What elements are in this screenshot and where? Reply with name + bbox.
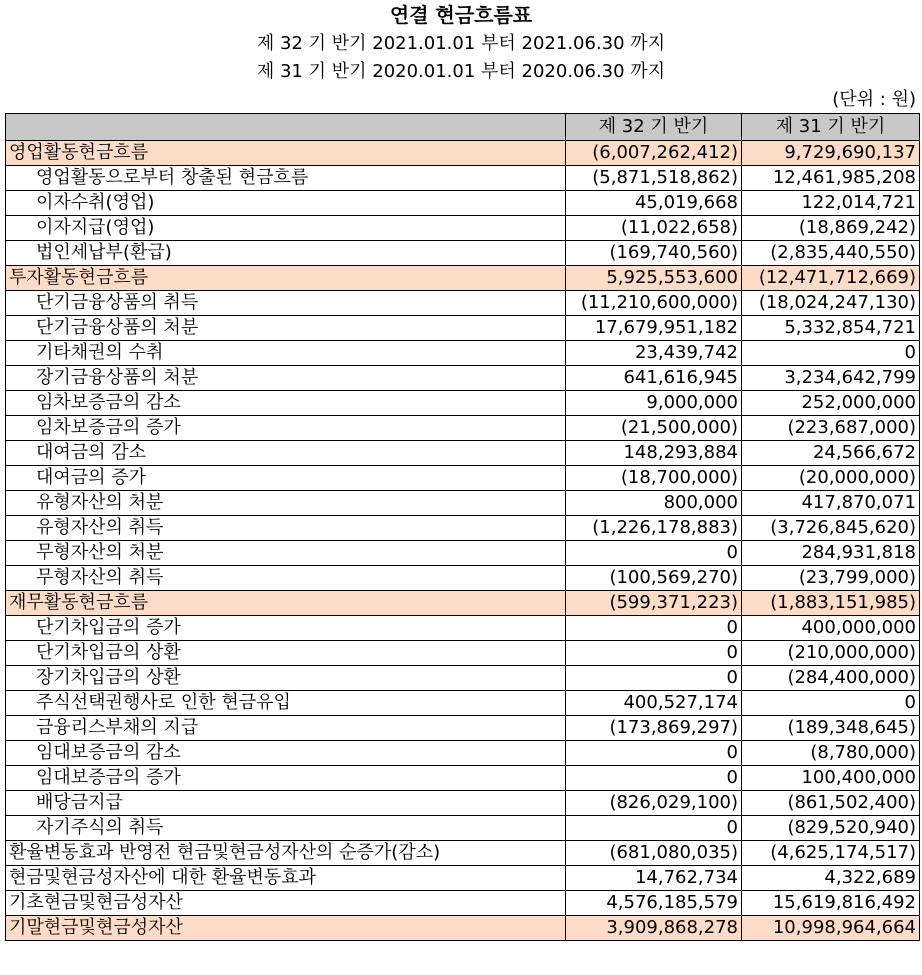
table-row: [6, 266, 920, 291]
row-current-value: 0: [566, 641, 742, 666]
table-row: [6, 416, 920, 441]
row-label: 재무활동현금흐름: [6, 591, 566, 616]
row-prior-value: (18,869,242): [742, 216, 920, 241]
table-header-row: [6, 114, 920, 141]
row-label: 임차보증금의 감소: [6, 391, 566, 416]
row-prior-value: (8,780,000): [742, 741, 920, 766]
row-label: 단기차입금의 상환: [6, 641, 566, 666]
row-prior-value: 4,322,689: [742, 866, 920, 891]
row-label: 단기차입금의 증가: [6, 616, 566, 641]
row-current-value: 0: [566, 741, 742, 766]
row-prior-value: 24,566,672: [742, 441, 920, 466]
table-row: [6, 541, 920, 566]
table-row: [6, 441, 920, 466]
row-label: 무형자산의 취득: [6, 566, 566, 591]
row-prior-value: 15,619,816,492: [742, 891, 920, 916]
row-current-value: 800,000: [566, 491, 742, 516]
row-label: 유형자산의 취득: [6, 516, 566, 541]
table-row: [6, 791, 920, 816]
row-label: 환율변동효과 반영전 현금및현금성자산의 순증가(감소): [6, 841, 566, 866]
row-current-value: 9,000,000: [566, 391, 742, 416]
row-prior-value: (18,024,247,130): [742, 291, 920, 316]
row-label: 법인세납부(환급): [6, 241, 566, 266]
table-row: [6, 191, 920, 216]
row-label: 기말현금및현금성자산: [6, 916, 566, 941]
table-row: [6, 216, 920, 241]
row-current-value: 0: [566, 666, 742, 691]
row-current-value: 0: [566, 541, 742, 566]
row-current-value: (173,869,297): [566, 716, 742, 741]
table-row: [6, 291, 920, 316]
table-row: [6, 366, 920, 391]
row-label: 금융리스부채의 지급: [6, 716, 566, 741]
row-label: 대여금의 증가: [6, 466, 566, 491]
table-row: [6, 591, 920, 616]
row-label: 이자수취(영업): [6, 191, 566, 216]
row-label: 장기금융상품의 처분: [6, 366, 566, 391]
row-label: 현금및현금성자산에 대한 환율변동효과: [6, 866, 566, 891]
table-row: [6, 766, 920, 791]
row-prior-value: (210,000,000): [742, 641, 920, 666]
row-label: 이자지급(영업): [6, 216, 566, 241]
row-prior-value: (2,835,440,550): [742, 241, 920, 266]
row-label: 투자활동현금흐름: [6, 266, 566, 291]
table-row: [6, 916, 920, 941]
row-label: 배당금지급: [6, 791, 566, 816]
row-label: 유형자산의 처분: [6, 491, 566, 516]
row-prior-value: 3,234,642,799: [742, 366, 920, 391]
row-current-value: (6,007,262,412): [566, 141, 742, 166]
table-row: [6, 841, 920, 866]
row-prior-value: (223,687,000): [742, 416, 920, 441]
row-prior-value: (12,471,712,669): [742, 266, 920, 291]
table-row: [6, 866, 920, 891]
row-prior-value: 252,000,000: [742, 391, 920, 416]
row-label: 임대보증금의 감소: [6, 741, 566, 766]
table-row: [6, 641, 920, 666]
row-label: 기타채권의 수취: [6, 341, 566, 366]
row-current-value: 0: [566, 616, 742, 641]
table-row: [6, 141, 920, 166]
row-current-value: (5,871,518,862): [566, 166, 742, 191]
row-current-value: (681,080,035): [566, 841, 742, 866]
row-label: 영업활동으로부터 창출된 현금흐름: [6, 166, 566, 191]
row-current-value: (11,022,658): [566, 216, 742, 241]
row-label: 대여금의 감소: [6, 441, 566, 466]
row-prior-value: (284,400,000): [742, 666, 920, 691]
table-row: [6, 566, 920, 591]
row-label: 기초현금및현금성자산: [6, 891, 566, 916]
table-row: [6, 166, 920, 191]
table-row: [6, 691, 920, 716]
statement-title: 연결 현금흐름표: [389, 3, 533, 27]
row-prior-value: 100,400,000: [742, 766, 920, 791]
table-row: [6, 391, 920, 416]
row-label: 단기금융상품의 처분: [6, 316, 566, 341]
table-row: [6, 316, 920, 341]
row-prior-value: 9,729,690,137: [742, 141, 920, 166]
row-current-value: 4,576,185,579: [566, 891, 742, 916]
row-label: 영업활동현금흐름: [6, 141, 566, 166]
header-item: [6, 114, 566, 141]
row-current-value: (18,700,000): [566, 466, 742, 491]
unit-label: (단위 : 원): [832, 89, 916, 110]
row-prior-value: (1,883,151,985): [742, 591, 920, 616]
row-current-value: (826,029,100): [566, 791, 742, 816]
row-label: 임차보증금의 증가: [6, 416, 566, 441]
row-current-value: 0: [566, 766, 742, 791]
row-label: 장기차입금의 상환: [6, 666, 566, 691]
row-label: 주식선택권행사로 인한 현금유입: [6, 691, 566, 716]
row-prior-value: 12,461,985,208: [742, 166, 920, 191]
table-row: [6, 816, 920, 841]
row-prior-value: (3,726,845,620): [742, 516, 920, 541]
table-row: [6, 666, 920, 691]
period-current: 제 32 기 반기 2021.01.01 부터 2021.06.30 까지: [256, 33, 666, 54]
row-current-value: 45,019,668: [566, 191, 742, 216]
row-current-value: (1,226,178,883): [566, 516, 742, 541]
row-current-value: 3,909,868,278: [566, 916, 742, 941]
table-row: [6, 516, 920, 541]
row-prior-value: (23,799,000): [742, 566, 920, 591]
row-current-value: 400,527,174: [566, 691, 742, 716]
row-label: 무형자산의 처분: [6, 541, 566, 566]
table-row: [6, 466, 920, 491]
row-current-value: (599,371,223): [566, 591, 742, 616]
header-current-period: 제 32 기 반기: [566, 114, 742, 141]
row-prior-value: (861,502,400): [742, 791, 920, 816]
table-row: [6, 491, 920, 516]
row-label: 단기금융상품의 취득: [6, 291, 566, 316]
period-prior: 제 31 기 반기 2020.01.01 부터 2020.06.30 까지: [256, 61, 666, 82]
row-prior-value: 400,000,000: [742, 616, 920, 641]
row-prior-value: 122,014,721: [742, 191, 920, 216]
row-label: 자기주식의 취득: [6, 816, 566, 841]
cash-flow-table: [5, 113, 920, 941]
row-current-value: 17,679,951,182: [566, 316, 742, 341]
row-current-value: (100,569,270): [566, 566, 742, 591]
row-prior-value: (189,348,645): [742, 716, 920, 741]
row-current-value: 148,293,884: [566, 441, 742, 466]
table-body: [6, 141, 920, 941]
row-label: 임대보증금의 증가: [6, 766, 566, 791]
row-prior-value: 10,998,964,664: [742, 916, 920, 941]
row-current-value: 641,616,945: [566, 366, 742, 391]
row-prior-value: 0: [742, 691, 920, 716]
row-prior-value: (829,520,940): [742, 816, 920, 841]
table-row: [6, 741, 920, 766]
row-current-value: 14,762,734: [566, 866, 742, 891]
row-current-value: 5,925,553,600: [566, 266, 742, 291]
row-current-value: (169,740,560): [566, 241, 742, 266]
header-prior-period: 제 31 기 반기: [742, 114, 920, 141]
table-row: [6, 341, 920, 366]
table-row: [6, 891, 920, 916]
row-current-value: (11,210,600,000): [566, 291, 742, 316]
table-row: [6, 241, 920, 266]
table-row: [6, 716, 920, 741]
row-prior-value: (4,625,174,517): [742, 841, 920, 866]
table-row: [6, 616, 920, 641]
row-current-value: 0: [566, 816, 742, 841]
row-prior-value: (20,000,000): [742, 466, 920, 491]
row-current-value: 23,439,742: [566, 341, 742, 366]
row-current-value: (21,500,000): [566, 416, 742, 441]
row-prior-value: 284,931,818: [742, 541, 920, 566]
row-prior-value: 0: [742, 341, 920, 366]
row-prior-value: 5,332,854,721: [742, 316, 920, 341]
row-prior-value: 417,870,071: [742, 491, 920, 516]
